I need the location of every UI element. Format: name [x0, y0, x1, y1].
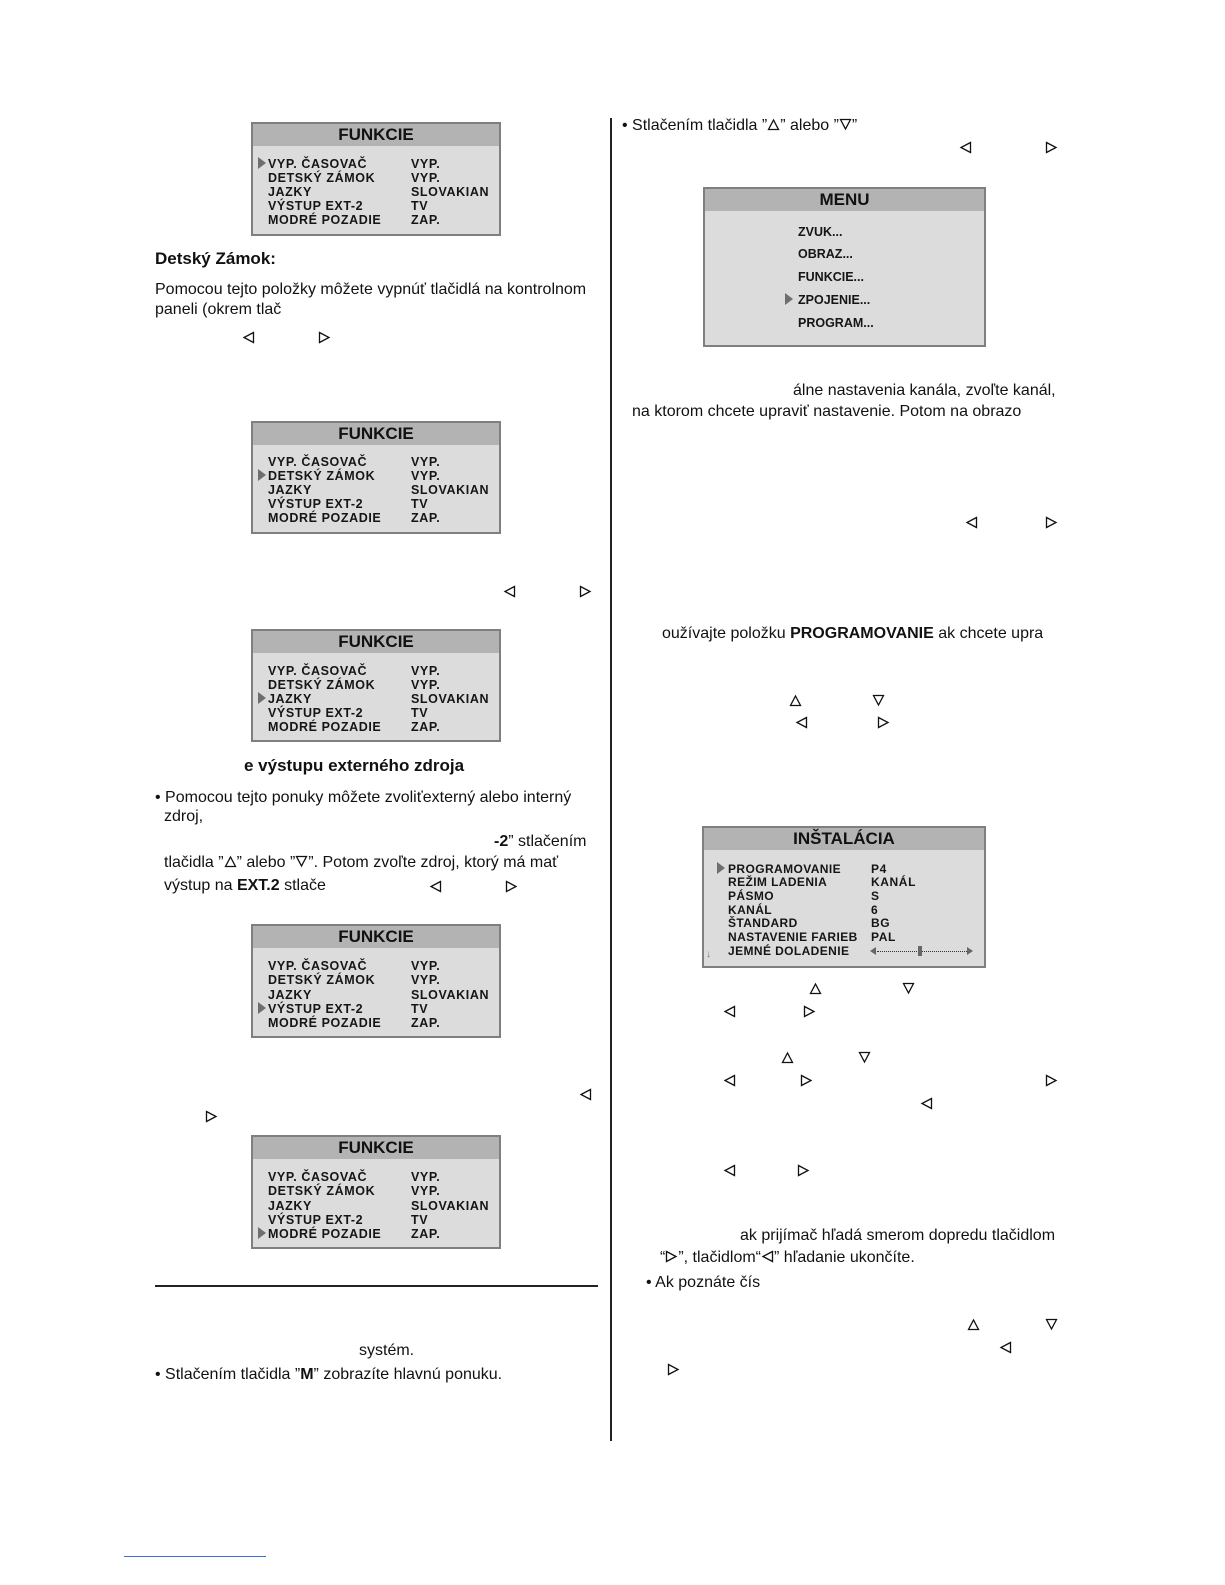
- menu-title: MENU: [705, 189, 984, 211]
- selection-marker-icon: [258, 157, 266, 169]
- menu-item-value: VYP.: [411, 171, 441, 185]
- funkcie-menu-3: [251, 629, 501, 742]
- left-arrow-icon: [723, 1074, 736, 1087]
- ext-line5-a: výstup na: [164, 877, 237, 894]
- right-arrow-icon: [803, 1005, 816, 1018]
- left-arrow-icon: [920, 1097, 933, 1110]
- detsky-paragraph-line-1: Pomocou tejto položky môžete vypnúť tlačidlá na kontrolnom: [155, 281, 587, 298]
- left-arrow-icon: [242, 331, 255, 344]
- menu-item-label: JAZKY: [268, 1199, 312, 1213]
- menu-item-label: VYP. ČASOVAČ: [268, 959, 368, 973]
- ak-line: • Ak poznáte čís: [646, 1274, 761, 1291]
- menu-item-value: TV: [411, 199, 429, 213]
- menu-item-label: MODRÉ POZADIE: [268, 213, 382, 227]
- menu-item-label: VYP. ČASOVAČ: [268, 455, 368, 469]
- search-line-1: ak prijímač hľadá smerom dopredu tlačidlom: [740, 1227, 1056, 1244]
- menu-item-value: ZAP.: [411, 720, 441, 734]
- bottom-link-underline: [124, 1556, 266, 1557]
- menu-item-value: VYP.: [411, 157, 441, 171]
- menu-item-label: JAZKY: [268, 988, 312, 1002]
- menu-item-label: MODRÉ POZADIE: [268, 720, 382, 734]
- menu-item-label: VÝSTUP EXT-2: [268, 706, 364, 720]
- down-arrow-icon: [902, 982, 915, 995]
- menu-item-value: TV: [411, 497, 429, 511]
- menu-item-label: VYP. ČASOVAČ: [268, 1170, 368, 1184]
- left-arrow-icon: [503, 585, 516, 598]
- column-divider: [610, 118, 612, 1441]
- left-arrow-icon: [999, 1341, 1012, 1354]
- menu-item-label: JAZKY: [268, 483, 312, 497]
- scroll-down-arrow-icon: ↓: [706, 949, 711, 960]
- left-arrow-icon: [723, 1005, 736, 1018]
- menu-item-label: VÝSTUP EXT-2: [268, 199, 364, 213]
- selection-marker-icon: [258, 469, 266, 481]
- menu-item-label: KANÁL: [728, 903, 772, 917]
- fine-tuning-slider[interactable]: [870, 944, 974, 958]
- r1-a: • Stlačením tlačidla ”: [622, 117, 768, 134]
- main-menu: [703, 187, 986, 347]
- m-line-c: ” zobrazíte hlavnú ponuku.: [313, 1366, 503, 1383]
- menu-title: FUNKCIE: [253, 1137, 499, 1159]
- ext-line5-c: stlače: [279, 877, 326, 894]
- menu-item-label: JAZKY: [268, 185, 312, 199]
- section-divider: [155, 1285, 598, 1287]
- ext-line3-tail: ” stlačením: [508, 833, 587, 850]
- menu-item-label: DETSKÝ ZÁMOK: [268, 1184, 376, 1198]
- menu-title: FUNKCIE: [253, 423, 499, 445]
- menu-item-label: VYP. ČASOVAČ: [268, 664, 368, 678]
- menu-title: INŠTALÁCIA: [704, 828, 984, 850]
- funkcie-menu-2: [251, 421, 501, 534]
- prog-b: PROGRAMOVANIE: [790, 625, 934, 642]
- menu-item-value: P4: [871, 862, 887, 876]
- slider-right-end-icon: [967, 947, 973, 955]
- menu-item-value: S: [871, 889, 880, 903]
- right-arrow-icon: [205, 1110, 218, 1123]
- right-arrow-icon: [505, 880, 518, 893]
- menu-item-value: VYP.: [411, 678, 441, 692]
- s2-c: ” hľadanie ukončíte.: [774, 1249, 915, 1266]
- menu-item-label: MODRÉ POZADIE: [268, 1227, 382, 1241]
- menu-item-label: ŠTANDARD: [728, 916, 798, 930]
- menu-item-value: SLOVAKIAN: [411, 1199, 490, 1213]
- menu-item-value: VYP.: [411, 664, 441, 678]
- selection-marker-icon: [258, 1002, 266, 1014]
- detsky-paragraph-line-2: paneli (okrem tlač: [155, 301, 282, 318]
- menu-item-label: DETSKÝ ZÁMOK: [268, 973, 376, 987]
- menu-item-label: VÝSTUP EXT-2: [268, 1213, 364, 1227]
- menu-item-value: 6: [871, 903, 879, 917]
- menu-item-value: SLOVAKIAN: [411, 185, 490, 199]
- menu-item-value: VYP.: [411, 1184, 441, 1198]
- right-arrow-icon: [1045, 141, 1058, 154]
- menu-item-value: SLOVAKIAN: [411, 692, 490, 706]
- selection-marker-icon: [258, 692, 266, 704]
- slider-knob[interactable]: [918, 946, 922, 956]
- kanal-line-2: na ktorom chcete upraviť nastavenie. Potom na obrazo: [632, 403, 1022, 420]
- slider-track: [877, 951, 967, 952]
- selection-marker-icon: [785, 293, 793, 305]
- left-arrow-icon: [429, 880, 442, 893]
- funkcie-menu-1: [251, 122, 501, 236]
- menu-item-value: KANÁL: [871, 875, 916, 889]
- menu-item-label: JEMNÉ DOLADENIE: [728, 944, 850, 958]
- left-arrow-icon: [723, 1164, 736, 1177]
- down-arrow-icon: [839, 118, 852, 131]
- menu-item-sound: ZVUK...: [798, 225, 843, 239]
- menu-item-value: VYP.: [411, 959, 441, 973]
- menu-item-value: VYP.: [411, 973, 441, 987]
- s2-b: ”, tlačidlom“: [678, 1249, 762, 1266]
- menu-item-value: SLOVAKIAN: [411, 483, 490, 497]
- menu-item-value: ZAP.: [411, 1227, 441, 1241]
- ext-heading: e výstupu externého zdroja: [244, 756, 465, 775]
- down-arrow-icon: [295, 855, 308, 868]
- right-arrow-icon: [665, 1250, 678, 1263]
- down-arrow-icon: [1045, 1318, 1058, 1331]
- search-line-2: [660, 1248, 915, 1268]
- menu-item-value: TV: [411, 1213, 429, 1227]
- menu-item-value: VYP.: [411, 1170, 441, 1184]
- menu-item-program: PROGRAM...: [798, 316, 874, 330]
- ext-paragraph-line-5: [164, 876, 326, 896]
- ext-paragraph-line-4: [164, 853, 558, 873]
- m-line-a: • Stlačením tlačidla ”: [155, 1366, 301, 1383]
- menu-item-value: TV: [411, 706, 429, 720]
- menu-item-label: PÁSMO: [728, 889, 775, 903]
- ext-line5-b: EXT.2: [236, 877, 280, 894]
- menu-item-value: ZAP.: [411, 213, 441, 227]
- menu-item-label: VÝSTUP EXT-2: [268, 1002, 364, 1016]
- main-menu-instruction: [155, 1365, 502, 1385]
- funkcie-menu-4: [251, 924, 501, 1038]
- menu-title: FUNKCIE: [253, 124, 499, 146]
- up-arrow-icon: [789, 694, 802, 707]
- ext-line4-b: ” alebo ”: [236, 854, 296, 871]
- right-arrow-icon: [318, 331, 331, 344]
- menu-item-label: MODRÉ POZADIE: [268, 1016, 382, 1030]
- selection-marker-icon: [717, 862, 725, 874]
- r1-b: ” alebo ”: [780, 117, 839, 134]
- selection-marker-icon: [258, 1227, 266, 1239]
- menu-item-value: VYP.: [411, 469, 441, 483]
- down-arrow-icon: [872, 694, 885, 707]
- left-arrow-icon: [795, 716, 808, 729]
- menu-item-label: DETSKÝ ZÁMOK: [268, 469, 376, 483]
- menu-item-label: PROGRAMOVANIE: [728, 862, 841, 876]
- system-text: systém.: [359, 1342, 415, 1359]
- menu-item-label: VÝSTUP EXT-2: [268, 497, 364, 511]
- left-arrow-icon: [965, 516, 978, 529]
- right-arrow-icon: [579, 585, 592, 598]
- menu-item-label: JAZKY: [268, 692, 312, 706]
- prog-c: ak chcete upra: [933, 625, 1044, 642]
- programovanie-line: [662, 624, 1043, 644]
- right-arrow-icon: [1045, 1074, 1058, 1087]
- down-arrow-icon: [858, 1051, 871, 1064]
- up-arrow-icon: [767, 118, 780, 131]
- menu-item-picture: OBRAZ...: [798, 247, 853, 261]
- right-arrow-icon: [667, 1363, 680, 1376]
- right-arrow-icon: [1045, 516, 1058, 529]
- prog-a: oužívajte položku: [662, 625, 791, 642]
- up-arrow-icon: [809, 982, 822, 995]
- ext-line4-a: tlačidla ”: [164, 854, 224, 871]
- r1-c: ”: [851, 117, 858, 134]
- menu-item-value: VYP.: [411, 455, 441, 469]
- menu-title: FUNKCIE: [253, 926, 499, 948]
- right-arrow-icon: [877, 716, 890, 729]
- left-arrow-icon: [959, 141, 972, 154]
- ext-paragraph-line-3: [494, 832, 586, 852]
- menu-item-value: PAL: [871, 930, 896, 944]
- menu-item-label: NASTAVENIE FARIEB: [728, 930, 858, 944]
- up-arrow-icon: [967, 1318, 980, 1331]
- installation-menu: [702, 826, 986, 968]
- menu-item-value: ZAP.: [411, 1016, 441, 1030]
- menu-item-value: BG: [871, 916, 891, 930]
- up-arrow-icon: [781, 1051, 794, 1064]
- right-line-1: [622, 116, 857, 136]
- right-arrow-icon: [797, 1164, 810, 1177]
- slider-left-end-icon: [870, 947, 876, 955]
- menu-item-label: MODRÉ POZADIE: [268, 511, 382, 525]
- menu-item-label: DETSKÝ ZÁMOK: [268, 171, 376, 185]
- menu-item-label: REŽIM LADENIA: [728, 875, 828, 889]
- ext-paragraph-line-2: zdroj,: [164, 808, 204, 825]
- menu-item-value: TV: [411, 1002, 429, 1016]
- menu-item-value: ZAP.: [411, 511, 441, 525]
- menu-item-label: VYP. ČASOVAČ: [268, 157, 368, 171]
- up-arrow-icon: [224, 855, 237, 868]
- menu-item-connection: ZPOJENIE...: [798, 293, 871, 307]
- right-arrow-icon: [800, 1074, 813, 1087]
- menu-item-value: SLOVAKIAN: [411, 988, 490, 1002]
- ext-line4-c: ”. Potom zvoľte zdroj, ktorý má mať: [308, 854, 559, 871]
- ext-2-label: -2: [494, 833, 509, 850]
- menu-item-label: DETSKÝ ZÁMOK: [268, 678, 376, 692]
- m-key-label: M: [300, 1366, 314, 1383]
- detsky-zamok-heading: Detský Zámok:: [155, 249, 276, 268]
- menu-title: FUNKCIE: [253, 631, 499, 653]
- kanal-line-1: álne nastavenia kanála, zvoľte kanál,: [793, 382, 1056, 399]
- s2-a: “: [660, 1249, 666, 1266]
- left-arrow-icon: [761, 1250, 774, 1263]
- left-arrow-icon: [579, 1088, 592, 1101]
- ext-paragraph-line-1: • Pomocou tejto ponuky môžete zvoliťexterný alebo interný: [155, 789, 572, 806]
- funkcie-menu-5: [251, 1135, 501, 1249]
- menu-item-functions: FUNKCIE...: [798, 270, 864, 284]
